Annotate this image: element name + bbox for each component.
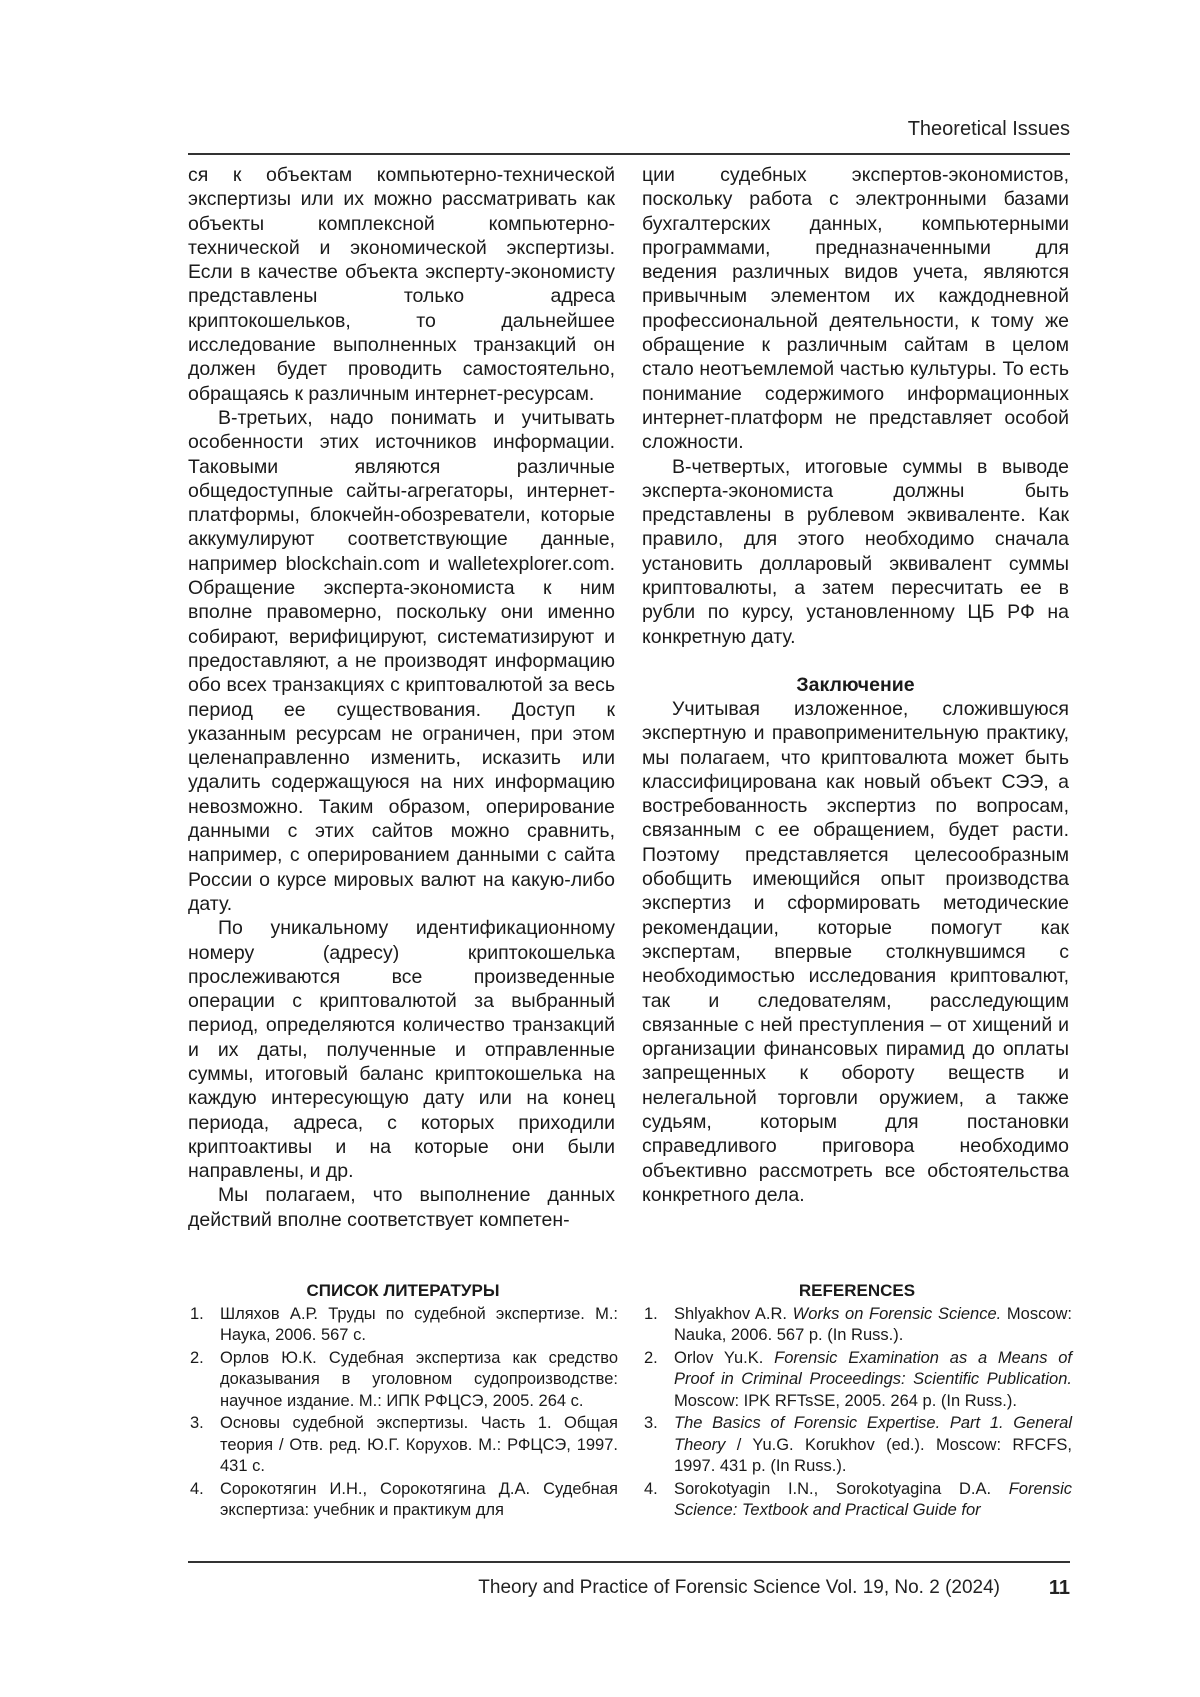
references-ru — [188, 1280, 618, 1523]
section-spacer — [642, 649, 1069, 673]
left-paragraph-4: Мы полагаем, что выполнение данных действий вполне соответствует компетен- — [188, 1184, 615, 1231]
reference-number: 2. — [190, 1348, 204, 1367]
left-paragraph-2: В-третьих, надо понимать и учитывать особенности этих источников информации. Таковыми являются различные общедоступные сайты-агрегаторы, интернет-платформы, блокчейн-обозреватели, которые аккумулируют соответствующие данные, например blockchain.com и walletexplorer.com. Обращение эксперта-экономиста к ним вполне правомерно, поскольку они именно собирают, верифицируют, систематизируют и предоставляют, а не производят информацию обо всех транзакциях с криптовалютой за весь период ее существования. Доступ к указанным ресурсам не ограничен, при этом целенаправленно изменить, исказить или удалить содержащуюся на них информацию невозможно. Таким образом, оперирование данными с этих сайтов можно сравнить, например, с оперированием данными с сайта России о курсе мировых валют на какую-либо дату. — [188, 406, 615, 915]
right-column — [642, 163, 1069, 1207]
right-paragraph-1: ции судебных экспертов-экономистов, поскольку работа с электронными базами бухгалтерских данных, компьютерными программами, предназначенными для ведения различных видов учета, являются привычным элементом их каждодневной профессиональной деятельности, к тому же обращение к различным сайтам в целом стало неотъемлемой частью культуры. То есть понимание содержимого информационных интернет-платформ не представляет особой сложности. — [642, 164, 1069, 454]
header-rule — [188, 153, 1070, 155]
reference-title: Forensic Examination as a Means of Proof in Criminal Proceedings: Scientific Publication. — [674, 1348, 1072, 1388]
reference-number: 3. — [190, 1414, 204, 1432]
reference-en-item — [642, 1413, 1072, 1478]
reference-author: Sorokotyagin I.N., Sorokotyagina D.A. — [674, 1479, 1009, 1498]
reference-text: Сорокотягин И.Н., Сорокотягина Д.А. Судебная экспертиза: учебник и практикум для — [220, 1479, 618, 1519]
references-ru-heading: СПИСОК ЛИТЕРАТУРЫ — [306, 1281, 500, 1300]
reference-number: 2. — [644, 1348, 658, 1367]
reference-en-item — [642, 1304, 1072, 1347]
reference-en-item — [642, 1348, 1072, 1413]
reference-number: 3. — [644, 1414, 658, 1432]
reference-details: Moscow: IPK RFTsSE, 2005. 264 p. (In Russ.). — [674, 1391, 1017, 1410]
reference-text: Основы судебной экспертизы. Часть 1. Общая теория / Отв. ред. Ю.Г. Корухов. М.: РФЦСЭ, 1997. 431 с. — [220, 1414, 618, 1475]
reference-text: Шляхов А.Р. Труды по судебной экспертизе. М.: Наука, 2006. 567 с. — [220, 1304, 618, 1344]
conclusion-paragraph: Учитывая изложенное, сложившуюся экспертную и правоприменительную практику, мы полагаем, что криптовалюта может быть классифицирована как новый объект СЭЭ, а востребованность экспертиз по вопросам, связанным с ее обращением, будет расти. Поэтому представляется целесообразным обобщить имеющийся опыт производства экспертиз и сформировать методические рекомендации, которые помогут как экспертам, впервые столкнувшимся с необходимостью исследования криптовалют, так и следователям, расследующим связанные с ней преступления – от хищений и организации финансовых пирамид до оплаты запрещенных к обороту веществ и нелегальной торговли оружием, а также судьям, которым для постановки справедливого приговора необходимо объективно рассмотреть все обстоятельства конкретного дела. — [642, 697, 1069, 1206]
reference-ru-item — [188, 1304, 618, 1347]
reference-author: Shlyakhov A.R. — [674, 1304, 793, 1323]
running-header: Theoretical Issues — [907, 118, 1070, 140]
conclusion-heading: Заключение — [796, 673, 915, 696]
left-column — [188, 163, 615, 1232]
references-ru-list — [188, 1304, 618, 1522]
reference-ru-item — [188, 1479, 618, 1522]
references-en-heading: REFERENCES — [798, 1281, 916, 1300]
reference-details: Moscow: Nauka, 2006. 567 p. (In Russ.). — [674, 1304, 1073, 1344]
reference-title: Works on Forensic Science. — [792, 1304, 1002, 1323]
page-number: 11 — [1048, 1577, 1070, 1599]
reference-author: Orlov Yu.K. — [674, 1348, 775, 1367]
left-paragraph-3: По уникальному идентификационному номеру (адресу) криптокошелька прослеживаются все произведенные операции с криптовалютой за выбранный период, определяются количество транзакций и их даты, полученные и отправленные суммы, итоговый баланс криптокошелька на каждую интересующую дату или на конец периода, адреса, с которых приходили криптоактивы и на которые они были направлены, и др. — [188, 917, 615, 1183]
reference-title: The Basics of Forensic Expertise. Part 1. General Theory — [674, 1414, 1072, 1454]
left-paragraph-1: ся к объектам компьютерно-технической экспертизы или их можно рассматривать как объекты комплексной компьютерно-технической и экономической экспертизы. Если в качестве объекта эксперту-экономисту представлены только адреса криптокошельков, то дальнейшее исследование выполненных транзакций он должен будет проводить самостоятельно, обращаясь к различным интернет-ресурсам. — [188, 164, 615, 405]
reference-en-item — [642, 1479, 1072, 1522]
reference-number: 1. — [644, 1304, 658, 1323]
reference-ru-item — [188, 1348, 618, 1413]
reference-number: 4. — [644, 1479, 658, 1498]
journal-citation: Theory and Practice of Forensic Science Vol. 19, No. 2 (2024) — [478, 1577, 1000, 1598]
reference-ru-item — [188, 1413, 618, 1478]
references-en — [642, 1280, 1072, 1523]
reference-number: 1. — [190, 1304, 204, 1323]
reference-title: Forensic Science: Textbook and Practical Guide for — [674, 1479, 1072, 1519]
reference-text: Орлов Ю.К. Судебная экспертиза как средство доказывания в уголовном судопроизводстве: научное издание. М.: ИПК РФЦСЭ, 2005. 264 с. — [220, 1348, 618, 1410]
reference-details: / Yu.G. Korukhov (ed.). Moscow: RFCFS, 1997. 431 p. (In Russ.). — [674, 1435, 1072, 1475]
reference-number: 4. — [190, 1479, 204, 1498]
right-paragraph-2: В-четвертых, итоговые суммы в выводе эксперта-экономиста должны быть представлены в рублевом эквиваленте. Как правило, для этого необходимо сначала установить долларовый эквивалент суммы криптовалюты, а затем пересчитать ее в рубли по курсу, установленному ЦБ РФ на конкретную дату. — [642, 455, 1069, 648]
footer-rule — [188, 1561, 1070, 1563]
references-en-list — [642, 1304, 1072, 1522]
